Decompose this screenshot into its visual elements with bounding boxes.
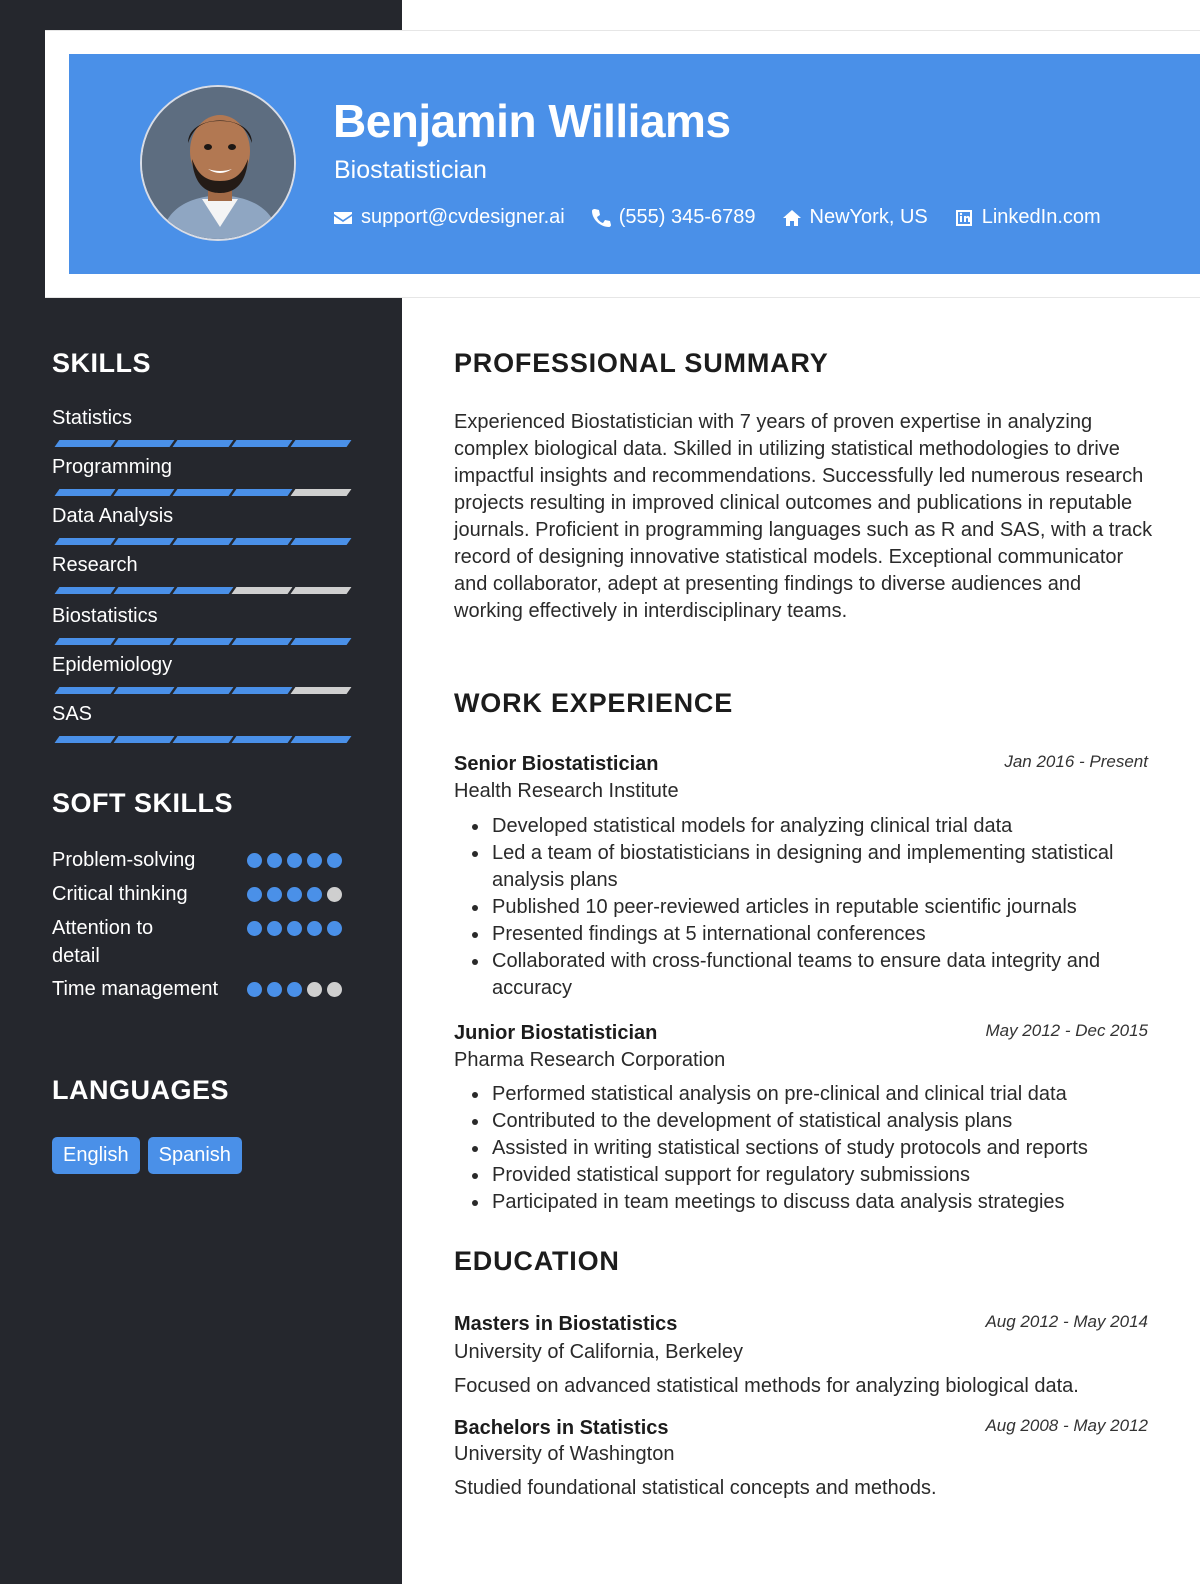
- skills-heading: SKILLS: [52, 348, 152, 378]
- contact-email[interactable]: [333, 206, 565, 229]
- rating-dot: [287, 887, 302, 902]
- degree-title: Bachelors in Statistics: [454, 1417, 669, 1439]
- job-company: Health Research Institute: [454, 780, 679, 802]
- soft-skill-label: Attention to detail: [52, 917, 154, 967]
- skill-level-bar: [53, 489, 348, 496]
- rating-dot: [267, 887, 282, 902]
- job-title: Senior Biostatistician: [454, 753, 659, 775]
- language-badge: Spanish: [148, 1137, 242, 1174]
- skill-level-segment: [55, 538, 116, 545]
- list-item: Participated in team meetings to discuss data analysis strategies: [470, 1189, 1150, 1216]
- skill-level-segment: [232, 587, 293, 594]
- rating-dot: [247, 853, 262, 868]
- skill-level-segment: [232, 538, 293, 545]
- skill-level-segment: [114, 440, 175, 447]
- skill-level-segment: [291, 638, 352, 645]
- job-company: Pharma Research Corporation: [454, 1049, 726, 1071]
- rating-dot: [247, 982, 262, 997]
- rating-dot: [267, 853, 282, 868]
- contact-row: [333, 206, 1101, 229]
- skill-level-segment: [291, 587, 352, 594]
- school-name: University of California, Berkeley: [454, 1341, 743, 1363]
- list-item: Published 10 peer-reviewed articles in reputable scientific journals: [470, 894, 1150, 921]
- languages-list: [52, 1137, 242, 1174]
- candidate-name: Benjamin Williams: [333, 95, 731, 147]
- summary-heading: PROFESSIONAL SUMMARY: [454, 348, 829, 378]
- skill-level-segment: [114, 587, 175, 594]
- skill-level-segment: [173, 489, 234, 496]
- education-description: Studied foundational statistical concepts and methods.: [454, 1477, 937, 1499]
- skill-level-segment: [55, 587, 116, 594]
- profile-photo: [142, 87, 296, 241]
- skill-level-segment: [173, 538, 234, 545]
- rating-dot: [287, 921, 302, 936]
- rating-dot: [327, 982, 342, 997]
- soft-skills-heading: SOFT SKILLS: [52, 788, 233, 818]
- soft-skill-rating: [247, 921, 342, 936]
- skill-level-segment: [55, 440, 116, 447]
- job-date: May 2012 - Dec 2015: [985, 1021, 1148, 1040]
- skill-level-segment: [291, 538, 352, 545]
- education-date: Aug 2012 - May 2014: [985, 1312, 1148, 1331]
- list-item: Assisted in writing statistical sections of study protocols and reports: [470, 1135, 1150, 1162]
- contact-linkedin[interactable]: [954, 206, 1101, 229]
- soft-skill-label: Time management: [52, 978, 218, 1000]
- school-name: University of Washington: [454, 1443, 675, 1465]
- skill-level-segment: [232, 638, 293, 645]
- skill-level-segment: [173, 638, 234, 645]
- skill-level-segment: [291, 440, 352, 447]
- list-item: Led a team of biostatisticians in designing and implementing statistical analysis plans: [470, 840, 1150, 894]
- skill-label: Statistics: [52, 407, 133, 429]
- summary-text: Experienced Biostatistician with 7 years of proven expertise in analyzing complex biological data. Skilled in utilizing statistical methodologies to drive impactful insights and recommendations. Successfully led numerous research projects resulting in improved clinical outcomes and publications in reputable journals. Proficient in programming languages such as R and SAS, with a track record of designing innovative statistical models. Exceptional communicator and collaborator, adept at presenting findings to diverse audiences and working effectively in interdisciplinary teams.: [454, 411, 1153, 622]
- education-heading: EDUCATION: [454, 1246, 620, 1276]
- rating-dot: [287, 853, 302, 868]
- skill-label: Programming: [52, 456, 173, 478]
- languages-heading: LANGUAGES: [52, 1075, 230, 1105]
- rating-dot: [267, 921, 282, 936]
- skill-label: Research: [52, 554, 138, 576]
- skill-level-segment: [114, 638, 175, 645]
- skill-label: SAS: [52, 703, 93, 725]
- language-badge: English: [52, 1137, 140, 1174]
- rating-dot: [267, 982, 282, 997]
- skill-level-bar: [53, 587, 348, 594]
- rating-dot: [247, 887, 262, 902]
- skill-label: Data Analysis: [52, 505, 174, 527]
- work-heading: WORK EXPERIENCE: [454, 688, 734, 718]
- phone-text: (555) 345-6789: [618, 206, 756, 228]
- rating-dot: [327, 887, 342, 902]
- skill-level-segment: [114, 736, 175, 743]
- skill-level-segment: [55, 736, 116, 743]
- rating-dot: [327, 853, 342, 868]
- rating-dot: [247, 921, 262, 936]
- skill-label: Epidemiology: [52, 654, 173, 676]
- location-text: NewYork, US: [809, 206, 928, 228]
- job-date: Jan 2016 - Present: [1004, 752, 1148, 771]
- skill-level-segment: [291, 687, 352, 694]
- list-item: Contributed to the development of statistical analysis plans: [470, 1108, 1150, 1135]
- soft-skill-rating: [247, 853, 342, 868]
- phone-icon: [591, 208, 611, 228]
- soft-skill-label: Critical thinking: [52, 883, 188, 905]
- rating-dot: [327, 921, 342, 936]
- skill-level-segment: [55, 638, 116, 645]
- soft-skill-rating: [247, 982, 342, 997]
- skill-level-segment: [55, 687, 116, 694]
- candidate-title: Biostatistician: [334, 156, 487, 184]
- contact-location: [782, 206, 928, 229]
- job-bullets: [470, 1081, 1150, 1216]
- envelope-icon: [333, 208, 353, 228]
- rating-dot: [287, 982, 302, 997]
- avatar: [140, 85, 296, 241]
- list-item: Provided statistical support for regulatory submissions: [470, 1162, 1150, 1189]
- skill-level-segment: [55, 489, 116, 496]
- list-item: Performed statistical analysis on pre-clinical and clinical trial data: [470, 1081, 1150, 1108]
- job-bullets: [470, 813, 1150, 1002]
- skill-level-segment: [291, 489, 352, 496]
- skill-level-segment: [114, 538, 175, 545]
- skill-level-segment: [291, 736, 352, 743]
- job-title: Junior Biostatistician: [454, 1022, 658, 1044]
- list-item: Presented findings at 5 international conferences: [470, 921, 1150, 948]
- list-item: Collaborated with cross-functional teams to ensure data integrity and accuracy: [470, 948, 1150, 1002]
- skill-level-bar: [53, 736, 348, 743]
- contact-phone[interactable]: [591, 206, 756, 229]
- skill-level-segment: [232, 489, 293, 496]
- list-item: Developed statistical models for analyzing clinical trial data: [470, 813, 1150, 840]
- soft-skill-label: Problem-solving: [52, 849, 196, 871]
- skill-level-bar: [53, 638, 348, 645]
- rating-dot: [307, 921, 322, 936]
- skill-level-segment: [114, 687, 175, 694]
- rating-dot: [307, 853, 322, 868]
- skill-level-segment: [232, 736, 293, 743]
- skill-label: Biostatistics: [52, 605, 158, 627]
- skill-level-bar: [53, 687, 348, 694]
- education-description: Focused on advanced statistical methods for analyzing biological data.: [454, 1375, 1079, 1397]
- education-date: Aug 2008 - May 2012: [985, 1416, 1148, 1435]
- skill-level-segment: [173, 736, 234, 743]
- skill-level-bar: [53, 538, 348, 545]
- skill-level-segment: [114, 489, 175, 496]
- skill-level-segment: [173, 440, 234, 447]
- skill-level-segment: [173, 587, 234, 594]
- skill-level-bar: [53, 440, 348, 447]
- rating-dot: [307, 887, 322, 902]
- skill-level-segment: [232, 687, 293, 694]
- degree-title: Masters in Biostatistics: [454, 1313, 678, 1335]
- home-icon: [782, 208, 802, 228]
- soft-skill-rating: [247, 887, 342, 902]
- linkedin-text: LinkedIn.com: [981, 206, 1101, 228]
- email-text: support@cvdesigner.ai: [361, 206, 565, 228]
- skill-level-segment: [173, 687, 234, 694]
- skill-level-segment: [232, 440, 293, 447]
- rating-dot: [307, 982, 322, 997]
- linkedin-icon: [954, 208, 974, 228]
